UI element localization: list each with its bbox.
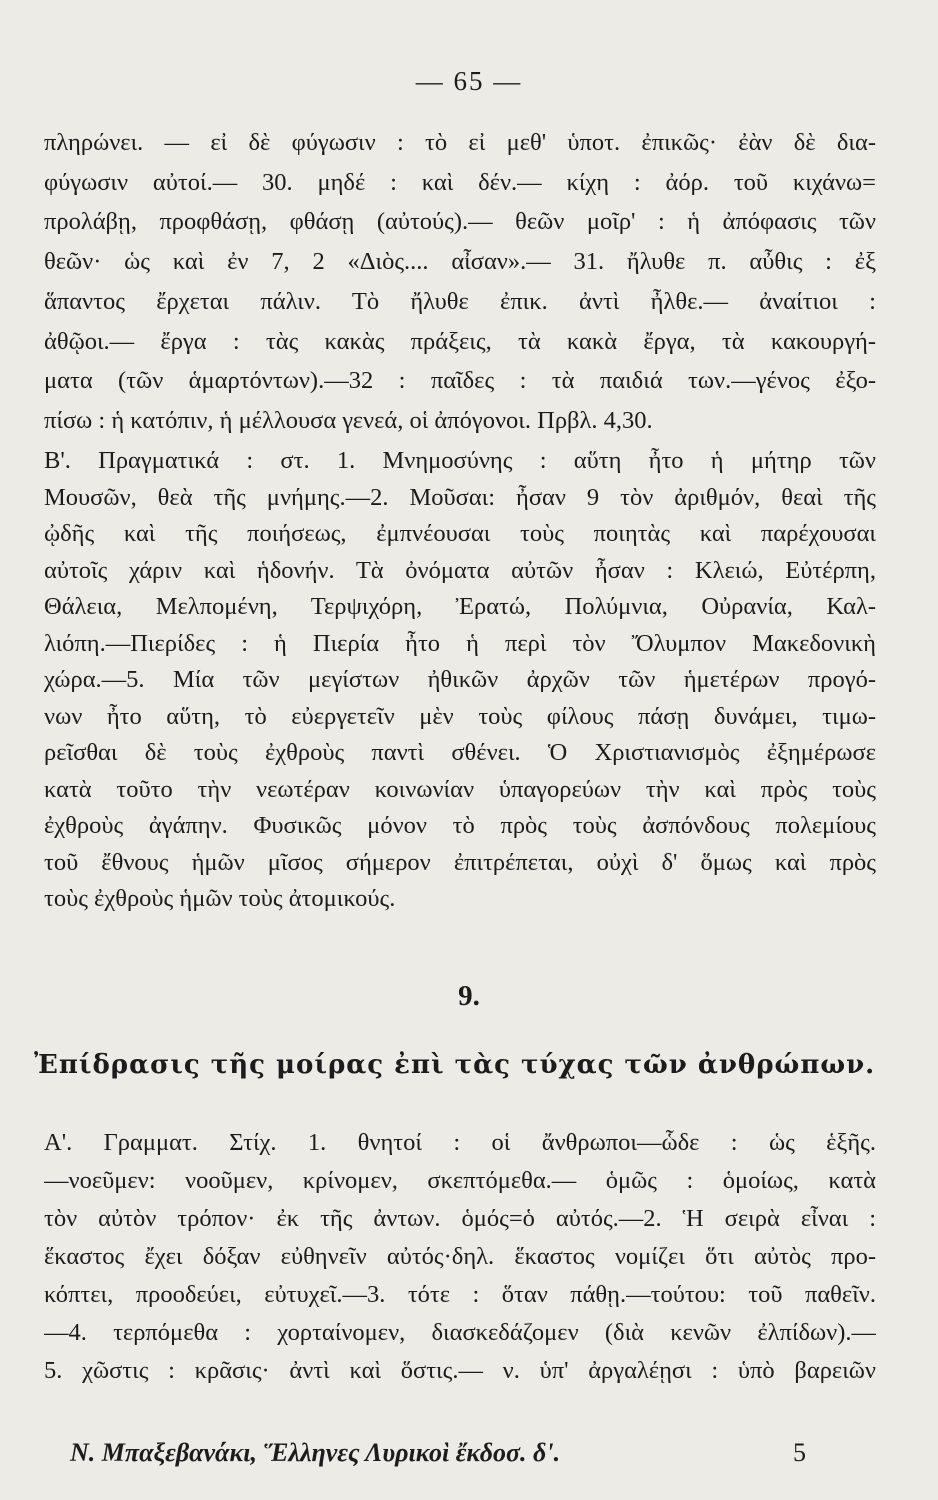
footer-signature: 5 — [793, 1438, 806, 1467]
text-line: τοὺς ἐχθροὺς ἡμῶν τοὺς ἀτομικούς. — [44, 885, 396, 912]
text-line: τοῦ ἔθνους ἡμῶν μῖσος σήμερον ἐπιτρέπεται, οὐχὶ δ' ὅμως καὶ πρὸς — [44, 848, 876, 876]
text-line: πίσω : ἡ κατόπιν, ἡ μέλλουσα γενεά, οἱ ἀπόγονοι. Πρβλ. 4,30. — [44, 406, 653, 434]
footer-publication: Ν. Μπαξεβανάκι, Ἕλληνες Λυρικοὶ ἔκδοσ. δ'. — [70, 1438, 561, 1467]
text-line: Α'. Γραμματ. Στίχ. 1. θνητοί : οἱ ἄνθρωποι—ὧδε : ὡς ἑξῆς. — [44, 1129, 876, 1156]
text-line: προλάβῃ, προφθάσῃ, φθάσῃ (αὐτούς).— θεῶν μοῖρ' : ἡ ἀπόφασις τῶν — [44, 208, 876, 236]
text-line: αὐτοῖς χάριν καὶ ἡδονήν. Τὰ ὀνόματα αὐτῶν ἦσαν : Κλειώ, Εὐτέρπη, — [44, 556, 876, 584]
text-line: —νοεῦμεν: νοοῦμεν, κρίνομεν, σκεπτόμεθα.— ὁμῶς : ὁμοίως, κατὰ — [44, 1167, 876, 1194]
text-line: φύγωσιν αὐτοί.— 30. μηδέ : καὶ δέν.— κίχη : ἀόρ. τοῦ κιχάνω= — [44, 168, 876, 196]
text-line: πληρώνει. — εἰ δὲ φύγωσιν : τὸ εἰ μεθ' ὑποτ. ἐπικῶς· ἐὰν δὲ δια- — [44, 129, 876, 156]
text-line: λιόπη.—Πιερίδες : ἡ Πιερία ἦτο ἡ περὶ τὸν Ὄλυμπον Μακεδονικὴ — [44, 629, 876, 657]
text-line: χώρα.—5. Μία τῶν μεγίστων ἠθικῶν ἀρχῶν τῶν ἡμετέρων προγό- — [44, 666, 876, 693]
text-line: νων ἦτο αὕτη, τὸ εὐεργετεῖν μὲν τοὺς φίλους πάσῃ δυνάμει, τιμω- — [44, 702, 876, 730]
text-line: κατὰ τοῦτο τὴν νεωτέραν κοινωνίαν ὑπαγορεύων τὴν καὶ πρὸς τοὺς — [44, 775, 876, 803]
text-line: ματα (τῶν ἁμαρτόντων).—32 : παῖδες : τὰ παιδιά των.—γένος ἐξο- — [44, 367, 876, 395]
text-line: 5. χῶστις : κρᾶσις· ἀντὶ καὶ ὅστις.— ν. ὑπ' ἀργαλέῃσι : ὑπὸ βαρειῶν — [44, 1357, 876, 1384]
section-number: 9. — [458, 980, 480, 1012]
text-line: Θάλεια, Μελπομένη, Τερψιχόρη, Ἐρατώ, Πολύμνια, Οὐρανία, Καλ- — [44, 593, 876, 620]
text-line: Μουσῶν, θεὰ τῆς μνήμης.—2. Μοῦσαι: ἦσαν 9 τὸν ἀριθμόν, θεαὶ τῆς — [44, 483, 876, 511]
section-title: Ἐπίδρασις τῆς μοίρας ἐπὶ τὰς τύχας τῶν ἀνθρώπων. — [34, 1050, 876, 1080]
text-line: Β'. Πραγματικά : στ. 1. Μνημοσύνης : αὕτη ἦτο ἡ μήτηρ τῶν — [44, 447, 876, 474]
text-line: —4. τερπόμεθα : χορταίνομεν, διασκεδάζομεν (διὰ κενῶν ἐλπίδων).— — [44, 1319, 876, 1346]
text-line: ᾠδῆς καὶ τῆς ποιήσεως, ἐμπνέουσαι τοὺς ποιητὰς καὶ παρέχουσαι — [44, 520, 876, 547]
page-number: — 65 — — [415, 66, 523, 96]
text-line: κόπτει, προοδεύει, εὐτυχεῖ.—3. τότε : ὅταν πάθῃ.—τούτου: τοῦ παθεῖν. — [44, 1281, 876, 1308]
text-line: ἐχθροὺς ἀγάπην. Φυσικῶς μόνον τὸ πρὸς τοὺς ἀσπόνδους πολεμίους — [44, 812, 876, 839]
text-line: τὸν αὐτὸν τρόπον· ἐκ τῆς ἀντων. ὁμός=ὁ αὐτός.—2. Ἡ σειρὰ εἶναι : — [44, 1205, 876, 1232]
text-line: ἅπαντος ἔρχεται πάλιν. Τὸ ἤλυθε ἐπικ. ἀντὶ ἦλθε.— ἀναίτιοι : — [44, 287, 876, 315]
text-line: ρεῖσθαι δὲ τοὺς ἐχθροὺς παντὶ σθένει. Ὁ Χριστιανισμὸς ἐξημέρωσε — [44, 739, 876, 766]
text-line: ἕκαστος ἔχει δόξαν εὐθηνεῖν αὐτός·δηλ. ἕκαστος νομίζει ὅτι αὐτὸς προ- — [44, 1243, 876, 1270]
page-footer — [70, 1438, 806, 1468]
text-line: θεῶν· ὡς καὶ ἐν 7, 2 «Διὸς.... αἶσαν».— 31. ἤλυθε π. αὖθις : ἐξ — [44, 248, 876, 276]
text-line: ἀθῷοι.— ἔργα : τὰς κακὰς πράξεις, τὰ κακὰ ἔργα, τὰ κακουργή- — [44, 327, 876, 355]
